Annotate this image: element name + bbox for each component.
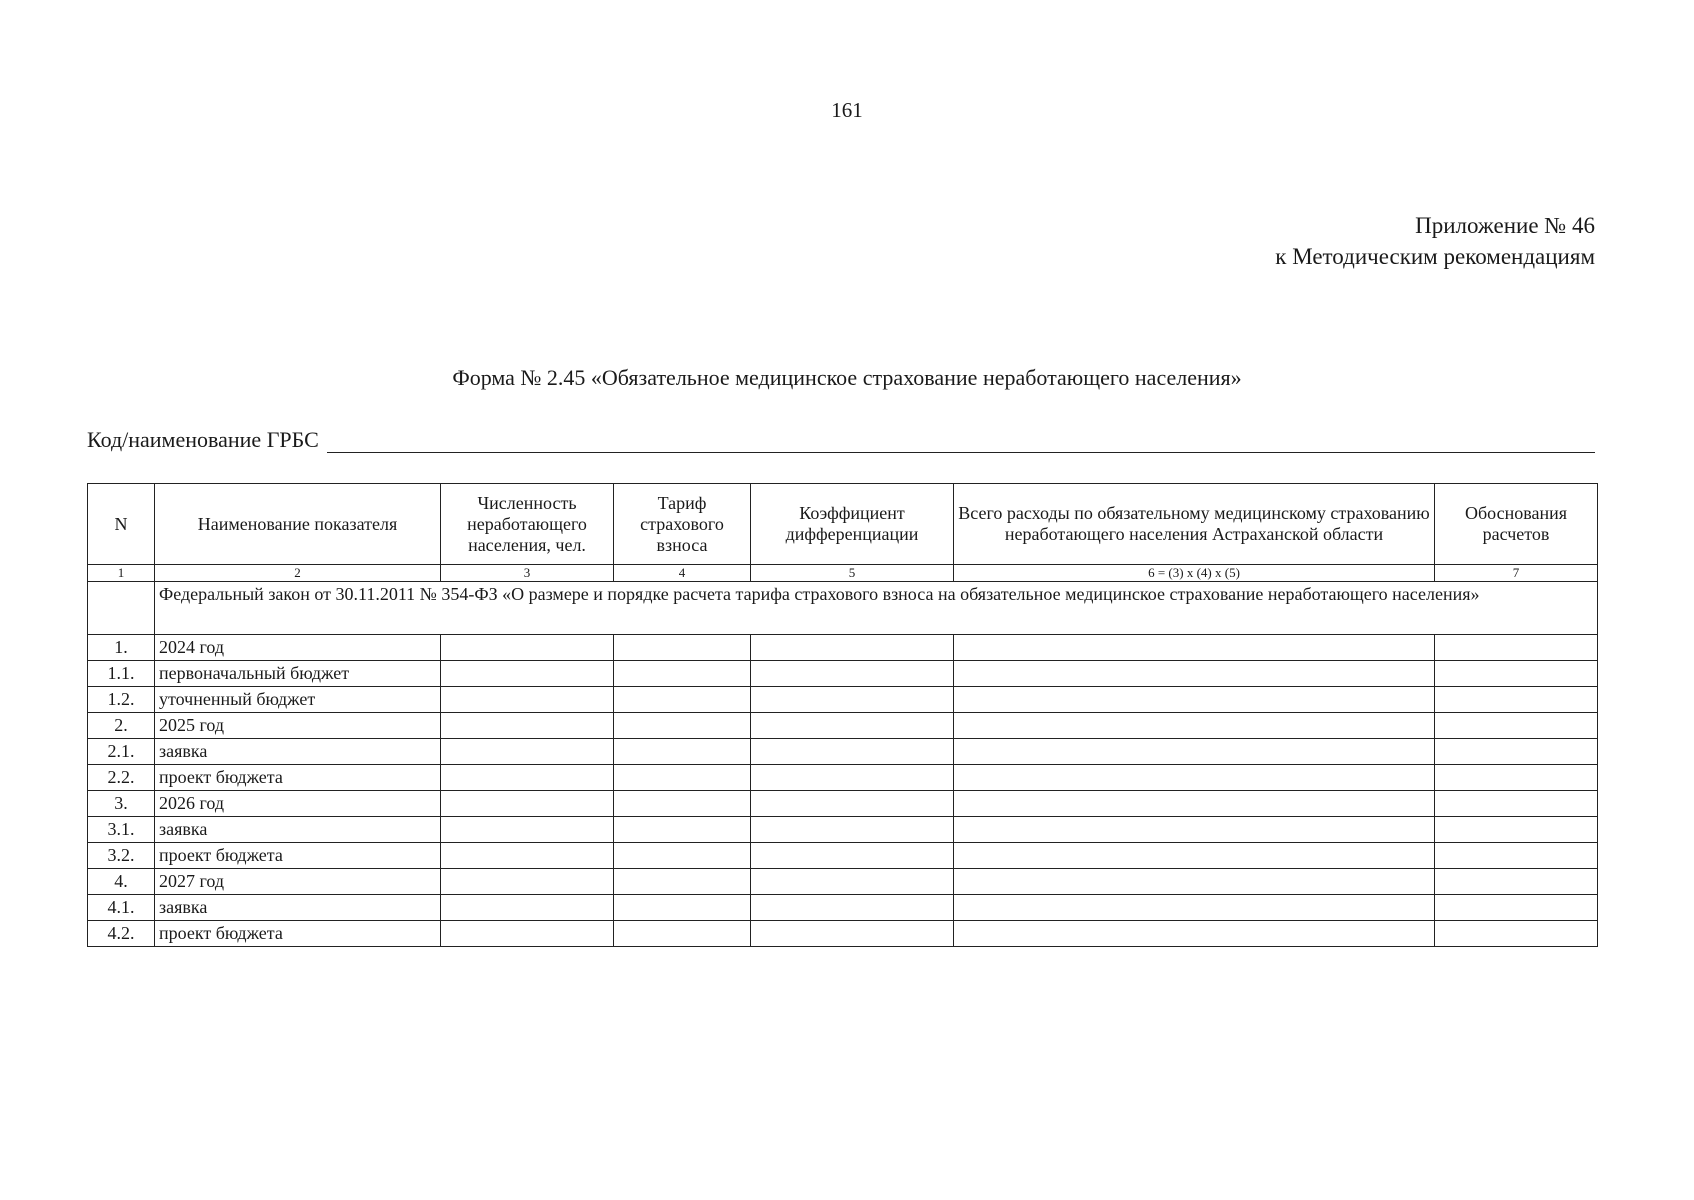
empty-value-cell (441, 635, 614, 661)
empty-value-cell (954, 661, 1435, 687)
empty-value-cell (751, 869, 954, 895)
empty-value-cell (441, 817, 614, 843)
header-cell: Тариф страхового взноса (614, 484, 751, 565)
empty-value-cell (441, 791, 614, 817)
empty-value-cell (1435, 895, 1598, 921)
empty-value-cell (1435, 713, 1598, 739)
empty-value-cell (441, 765, 614, 791)
row-number: 2.1. (88, 739, 155, 765)
empty-value-cell (954, 635, 1435, 661)
row-indicator-name: уточненный бюджет (155, 687, 441, 713)
row-number: 1.2. (88, 687, 155, 713)
column-number: 1 (88, 565, 155, 582)
empty-value-cell (954, 765, 1435, 791)
row-indicator-name: первоначальный бюджет (155, 661, 441, 687)
empty-value-cell (614, 661, 751, 687)
empty-value-cell (751, 921, 954, 947)
empty-value-cell (614, 895, 751, 921)
header-row (88, 484, 1598, 565)
row-number: 3.1. (88, 817, 155, 843)
grbs-blank-line (327, 432, 1595, 453)
table-row (88, 895, 1598, 921)
empty-value-cell (441, 661, 614, 687)
empty-value-cell (614, 791, 751, 817)
column-number: 3 (441, 565, 614, 582)
empty-value-cell (441, 895, 614, 921)
appendix-line-1: Приложение № 46 (1415, 213, 1595, 238)
table-row (88, 687, 1598, 713)
empty-value-cell (751, 713, 954, 739)
column-number: 2 (155, 565, 441, 582)
row-indicator-name: проект бюджета (155, 843, 441, 869)
empty-value-cell (751, 791, 954, 817)
empty-value-cell (751, 895, 954, 921)
table-row (88, 791, 1598, 817)
header-cell: Численность неработающего населения, чел. (441, 484, 614, 565)
table-row (88, 713, 1598, 739)
header-cell: Всего расходы по обязательному медицинскому страхованию неработающего населения Астраханской области (954, 484, 1435, 565)
row-number: 3.2. (88, 843, 155, 869)
empty-value-cell (954, 895, 1435, 921)
empty-value-cell (751, 635, 954, 661)
form-table (87, 483, 1598, 947)
law-text: Федеральный закон от 30.11.2011 № 354-ФЗ «О размере и порядке расчета тарифа страхового взноса на обязательное медицинское страхование неработающего населения» (155, 582, 1598, 635)
header-cell: Наименование показателя (155, 484, 441, 565)
empty-value-cell (751, 765, 954, 791)
empty-value-cell (614, 817, 751, 843)
empty-value-cell (441, 843, 614, 869)
empty-value-cell (614, 843, 751, 869)
empty-value-cell (441, 869, 614, 895)
table-row (88, 635, 1598, 661)
page-number: 161 (831, 98, 863, 122)
column-number-row (88, 565, 1598, 582)
empty-value-cell (751, 817, 954, 843)
empty-value-cell (954, 921, 1435, 947)
empty-value-cell (441, 687, 614, 713)
empty-value-cell (441, 713, 614, 739)
empty-value-cell (1435, 687, 1598, 713)
empty-value-cell (954, 739, 1435, 765)
empty-value-cell (441, 921, 614, 947)
empty-value-cell (614, 739, 751, 765)
row-number: 1.1. (88, 661, 155, 687)
grbs-field (87, 427, 1595, 453)
empty-value-cell (954, 843, 1435, 869)
grbs-label: Код/наименование ГРБС (87, 427, 319, 452)
row-number: 4.2. (88, 921, 155, 947)
header-cell: N (88, 484, 155, 565)
row-indicator-name: заявка (155, 739, 441, 765)
empty-value-cell (751, 739, 954, 765)
row-number: 2. (88, 713, 155, 739)
row-number: 1. (88, 635, 155, 661)
empty-value-cell (1435, 661, 1598, 687)
row-indicator-name: проект бюджета (155, 765, 441, 791)
row-number: 2.2. (88, 765, 155, 791)
column-number: 7 (1435, 565, 1598, 582)
empty-value-cell (1435, 635, 1598, 661)
table-row (88, 661, 1598, 687)
row-indicator-name: 2027 год (155, 869, 441, 895)
row-number: 4.1. (88, 895, 155, 921)
row-number: 3. (88, 791, 155, 817)
empty-value-cell (614, 687, 751, 713)
empty-value-cell (954, 687, 1435, 713)
row-indicator-name: 2026 год (155, 791, 441, 817)
table-row (88, 817, 1598, 843)
empty-value-cell (1435, 869, 1598, 895)
row-indicator-name: заявка (155, 895, 441, 921)
row-indicator-name: проект бюджета (155, 921, 441, 947)
empty-value-cell (1435, 843, 1598, 869)
row-number: 4. (88, 869, 155, 895)
column-number: 6 = (3) x (4) x (5) (954, 565, 1435, 582)
column-number: 4 (614, 565, 751, 582)
empty-value-cell (614, 921, 751, 947)
empty-value-cell (614, 713, 751, 739)
law-row (88, 582, 1598, 635)
row-indicator-name: 2025 год (155, 713, 441, 739)
empty-value-cell (1435, 739, 1598, 765)
table-row (88, 869, 1598, 895)
empty-value-cell (954, 791, 1435, 817)
law-row-empty-cell (88, 582, 155, 635)
empty-value-cell (954, 869, 1435, 895)
row-indicator-name: заявка (155, 817, 441, 843)
appendix-line-2: к Методическим рекомендациям (1275, 244, 1595, 269)
empty-value-cell (1435, 765, 1598, 791)
empty-value-cell (751, 687, 954, 713)
empty-value-cell (441, 739, 614, 765)
empty-value-cell (614, 765, 751, 791)
empty-value-cell (614, 635, 751, 661)
header-cell: Коэффициент дифференциации (751, 484, 954, 565)
empty-value-cell (954, 817, 1435, 843)
empty-value-cell (954, 713, 1435, 739)
empty-value-cell (751, 661, 954, 687)
table-row (88, 921, 1598, 947)
empty-value-cell (751, 843, 954, 869)
column-number: 5 (751, 565, 954, 582)
empty-value-cell (1435, 791, 1598, 817)
form-title: Форма № 2.45 «Обязательное медицинское страхование неработающего населения» (452, 365, 1242, 390)
table-row (88, 843, 1598, 869)
table-row (88, 765, 1598, 791)
row-indicator-name: 2024 год (155, 635, 441, 661)
header-cell: Обоснования расчетов (1435, 484, 1598, 565)
empty-value-cell (1435, 921, 1598, 947)
empty-value-cell (1435, 817, 1598, 843)
appendix-reference (1275, 210, 1595, 272)
empty-value-cell (614, 869, 751, 895)
table-row (88, 739, 1598, 765)
